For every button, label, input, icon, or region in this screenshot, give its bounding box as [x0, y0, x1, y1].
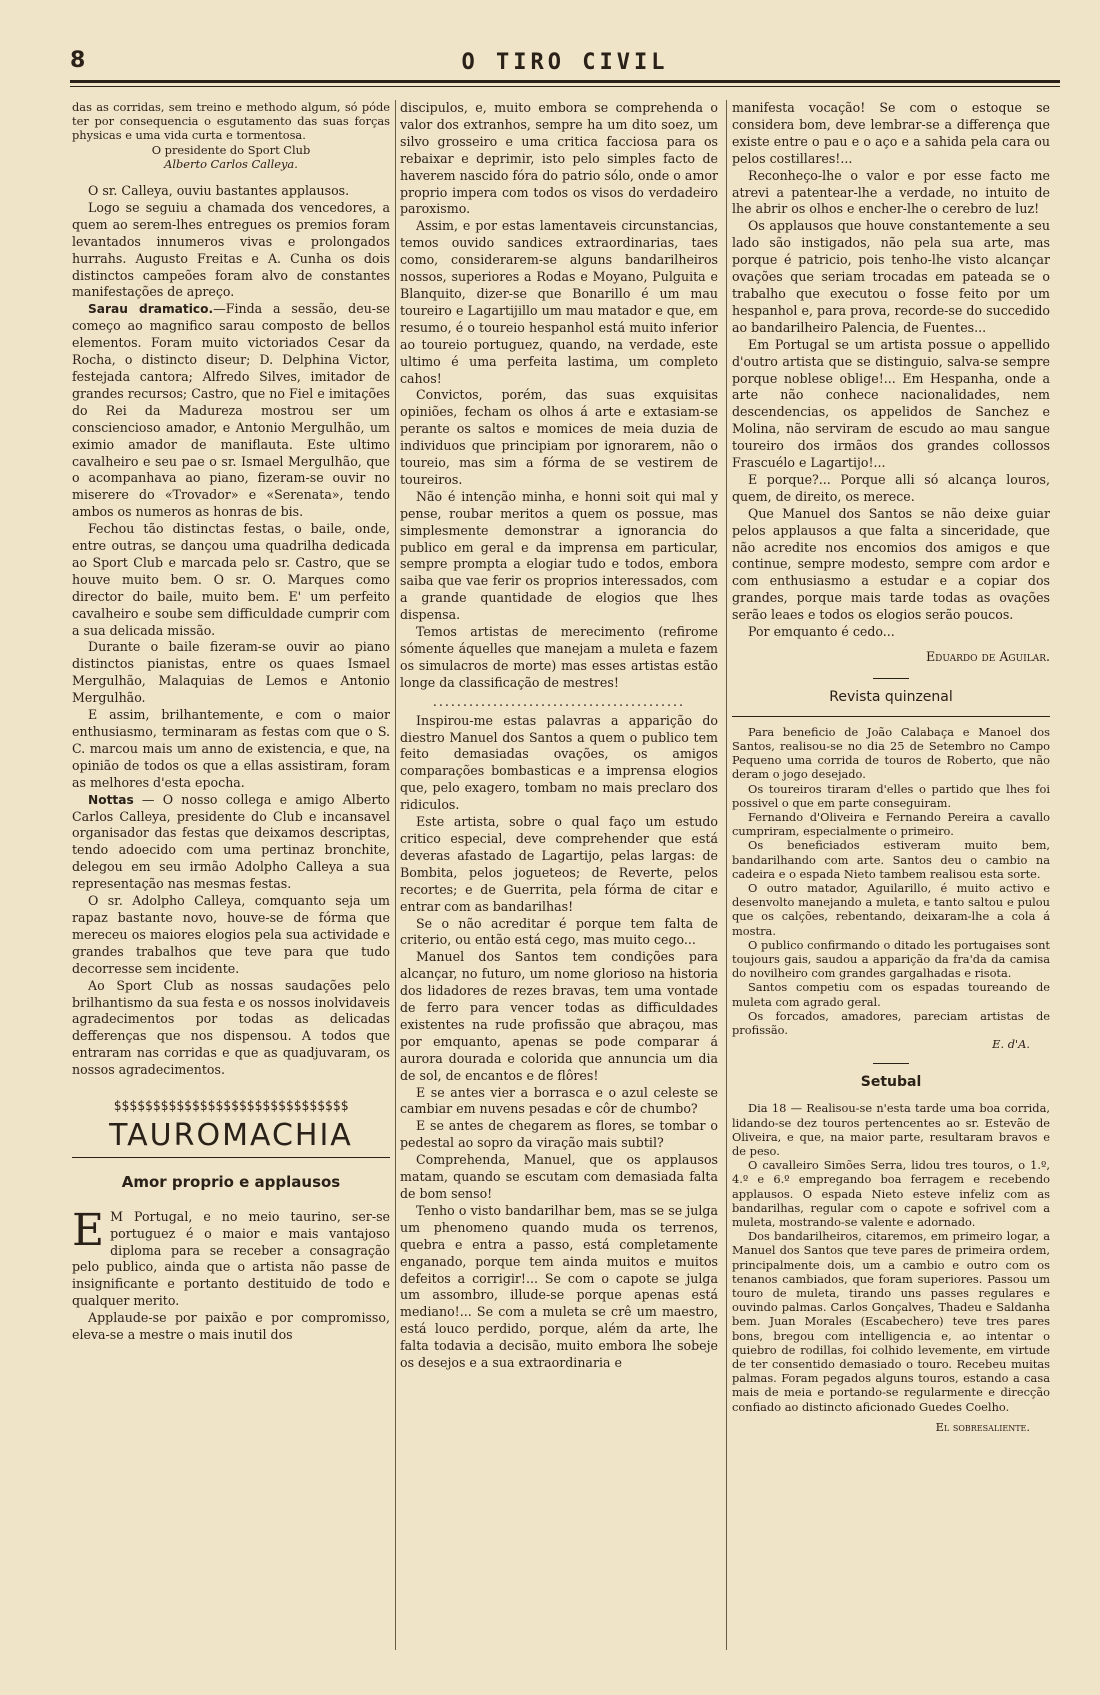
paragraph: E assim, brilhantemente, e com o maior enthusiasmo, terminaram as festas com que o S. C. marcou mais um anno de existencia, e que, na opinião de todos os que a ellas assistiram, foram as melhores d'esta epocha. — [72, 707, 390, 790]
short-rule — [873, 1063, 909, 1064]
paragraph: Reconheço-lhe o valor e por esse facto me atrevi a patentear-lhe a verdade, no intuito de lhe abrir os olhos e encher-lhe o cerebro de luz! — [732, 167, 1050, 217]
short-rule — [873, 678, 909, 679]
author-signature: E. d'A. — [992, 1037, 1030, 1052]
section-heading-setubal: Setubal — [860, 1074, 922, 1091]
article-title: Amor proprio e applausos — [121, 1172, 341, 1191]
paragraph: Temos artistas de merecimento (refirome sómente áquelles que manejam a muleta e fazem os simulacros de morte) mas esses artistas estão longe da classificação de mestres! — [400, 624, 718, 690]
paragraph — [72, 1204, 390, 1310]
column-divider — [726, 100, 727, 1650]
paragraph: discipulos, e, muito embora se comprehenda o valor dos extranhos, sempre ha um dito soez, um silvo grosseiro e uma critica facciosa para os rebaixar e deprimir, isto pelo simples facto de haverem nascido fóra do patrio sólo, onde o amor proprio impera com todos os visos do verdadeiro paroxismo. — [400, 100, 718, 217]
paragraph: Fechou tão distinctas festas, o baile, onde, entre outras, se dançou uma quadrilha dedicada ao Sport Club e marcada pelo sr. Castro, que se houve muito bem. O sr. O. Marques como director do baile, muito bem. E' um perfeito cavalheiro e soube sem difficuldade cumprir com a sua delicada missão. — [72, 521, 390, 638]
signature-line: O presidente do Sport Club — [151, 142, 311, 157]
paragraph: E se antes de chegarem as flores, se tombar o pedestal ao sopro da viração mais subtil? — [400, 1118, 718, 1151]
paragraph: Que Manuel dos Santos se não deixe guiar pelos applausos a que falta a sinceridade, que não acredite nos encomios dos amigos e que continue, sempre modesto, sempre com ardor e com enthusiasmo a estudar e a copiar dos grandes, porque mais tarde todas as ovações serão leaes e todos os elogios serão poucos. — [732, 505, 1050, 623]
paragraph — [72, 301, 390, 521]
paragraph: O cavalleiro Simões Serra, lidou tres touros, o 1.º, 4.º e 6.º empregando boa ferragem e recebendo applausos. O espada Nieto esteve infeliz com as bandarilhas, regular com o capote e sofrivel com a muleta, mostrando-se valente e adornado. — [732, 1158, 1050, 1230]
page-number: 8 — [70, 48, 86, 73]
paragraph: Este artista, sobre o qual faço um estudo critico especial, deve comprehender que está deveras afastado de Lagartijo, pelas largas: de Bombita, pelos jogueteos; de Reverte, pelos recortes; e de Guerrita, pela fórma de citar e entrar com as bandarilhas! — [400, 814, 718, 914]
paragraph: Os toureiros tiraram d'elles o partido que lhes foi possivel o que em parte conseguiram. — [732, 781, 1050, 810]
paragraph: O sr. Calleya, ouviu bastantes applausos. — [88, 183, 350, 199]
paragraph: Logo se seguiu a chamada dos vencedores, a quem ao serem-lhes entregues os premios foram levantados innumeros vivas e prolongados hurrahs. Augusto Freitas e A. Cunha os dois distinctos campeões foram alvo de constantes manifestações de apreço. — [72, 199, 390, 300]
section-rule — [732, 716, 1050, 717]
paragraph-text: M Portugal, e no meio taurino, ser-se portuguez é o maior e mais vantajoso diploma para se receber a consagração pelo publico, ainda que o artista não passe de insignificante e portanto destituido de todo e qualquer merito. — [72, 1208, 390, 1309]
section-rule — [72, 1157, 390, 1158]
author-signature: El sobresaliente. — [935, 1419, 1030, 1434]
paragraph: Dia 18 — Realisou-se n'esta tarde uma boa corrida, lidando-se dez touros pertencentes ao sr. Estevão de Oliveira, e que, na maior parte, resultaram bravos e de peso. — [732, 1101, 1050, 1158]
paragraph: manifesta vocação! Se com o estoque se considera bom, deve lembrar-se a differença que existe entre o pau e o aço e a sahida pela cara ou pelos costillares!... — [732, 100, 1050, 166]
paragraph: Tenho o visto bandarilhar bem, mas se se julga um phenomeno quando muda os terrenos, quebra e entra a passo, está completamente enganado, porque tem ainda muitos e muitos defeitos a corrigir!... Se com o capote se julga um assombro, illude-se porque apenas está mediano!... Se com a muleta se crê um maestro, está louco perdido, porque, além da arte, lhe falta todavia a decisão, muito embora lhe sobeje os desejos e a sua extraordinaria e — [400, 1202, 718, 1371]
paragraph: Convictos, porém, das suas exquisitas opiniões, fecham os olhos á arte e extasiam-se perante os saltos e momices de meia duzia de individuos que principiam por ignorarem, não o toureio, mas sim a fórma de se vestirem de toureiros. — [400, 387, 718, 487]
paragraph-text: —Finda a sessão, deu-se começo ao magnifico sarau composto de bellos elementos. Foram muito victoriados Cesar da Rocha, o distincto diseur; D. Delphina Victor, festejada cantora; Alfredo Silves, imitador de grandes recursos; Castro, que no Fiel e imitações do Rei da Madureza mostrou ser um consciencioso amador, e Antonio Mergulhão, um eximio amador de maniflauta. Este ultimo cavalheiro e seu pae o sr. Ismael Mergulhão, que o acompanhava ao piano, fizeram-se ouvir no miserere do «Trovador» e «Serenata», tendo ambos os numeros as honras de bis. — [72, 301, 390, 520]
paragraph: Não é intenção minha, e honni soit qui mal y pense, roubar meritos a quem os possue, mas simplesmente demonstrar a ignorancia do publico em geral e da imprensa em particular, sempre prompta a elogiar tudo e todos, embora saiba que vae ferir os proprios interessados, com a grande quantidade de elogios que lhes dispensa. — [400, 488, 718, 623]
paragraph: Durante o baile fizeram-se ouvir ao piano distinctos pianistas, entre os quaes Ismael Mergulhão, Malaquias de Lemos e Antonio Mergulhão. — [72, 639, 390, 706]
paragraph: Inspirou-me estas palavras a apparição do diestro Manuel dos Santos a quem o publico tem feito demasiadas ovações, os amigos comparações bombasticas e a imprensa elogios que, pelo exagero, tombam no mais preclaro dos ridiculos. — [400, 712, 718, 813]
column-divider — [395, 100, 396, 1650]
paragraph: E porque?... Porque alli só alcança louros, quem, de direito, os merece. — [732, 471, 1050, 504]
section-heading-revista: Revista quinzenal — [829, 688, 953, 705]
newspaper-title: O TIRO CIVIL — [461, 50, 669, 75]
paragraph: Para beneficio de João Calabaça e Manoel dos Santos, realisou-se no dia 25 de Setembro no Campo Pequeno uma corrida de touros de Roberto, que não deram o jogo desejado. — [732, 724, 1050, 782]
ornament-divider: $$$$$$$$$$$$$$$$$$$$$$$$$$$$$$ — [113, 1099, 349, 1115]
paragraph: das as corridas, sem treino e methodo algum, só póde ter por consequencia o esgutamento das suas forças physicas e uma vida curta e tormentosa. — [72, 100, 390, 143]
signature-name: Alberto Carlos Calleya. — [164, 156, 298, 171]
paragraph: O sr. Adolpho Calleya, comquanto seja um rapaz bastante novo, houve-se de fórma que mereceu os maiores elogios pela sua actividade e grandes trabalhos que teve para que tudo decorresse sem incidente. — [72, 893, 390, 976]
column-1 — [72, 100, 390, 1665]
paragraph — [72, 792, 390, 893]
page-header — [70, 44, 1060, 78]
dotted-separator: .......................................... — [432, 693, 686, 709]
paragraph: Por emquanto é cedo... — [748, 624, 895, 640]
paragraph: Applaude-se por paixão e por compromisso, eleva-se a mestre o mais inutil dos — [72, 1310, 390, 1343]
column-3 — [732, 100, 1050, 1665]
paragraph-text: — O nosso collega e amigo Alberto Carlos Calleya, presidente do Club e incansavel organisador das festas que deixamos descriptas, tendo adoecido com uma pertinaz bronchite, delegou em seu irmão Adolpho Calleya a sua representação nas mesmas festas. — [72, 791, 390, 892]
header-rule-thin — [70, 86, 1060, 87]
paragraph: Fernando d'Oliveira e Fernando Pereira a cavallo cumpriram, especialmente o primeiro. — [732, 810, 1050, 839]
paragraph: E se antes vier a borrasca e o azul celeste se cambiar em nuvens pesadas e côr de chumbo? — [400, 1084, 718, 1117]
paragraph: Se o não acreditar é porque tem falta de criterio, ou então está cego, mas muito cego... — [400, 915, 718, 948]
author-signature: Eduardo de Aguilar. — [925, 649, 1050, 664]
paragraph: Ao Sport Club as nossas saudações pelo brilhantismo da sua festa e os nossos inolvidaveis agradecimentos por todas as delicadas defferenças que nos dispensou. A todos que entraram nas corridas e que as quadjuvaram, os nossos agradecimentos. — [72, 977, 390, 1078]
paragraph: Dos bandarilheiros, citaremos, em primeiro logar, a Manuel dos Santos que teve pares de primeira ordem, principalmente dois, um a cambio e outro com os tenanos cambiados, que foram superiores. Passou um touro de muleta, tirando uns passes regulares e ouvindo palmas. Carlos Gonçalves, Thadeu e Saldanha bem. Juan Morales (Escabechero) teve tres pares bons, bregou com intelligencia e, ao intentar o quiebro de rodillas, foi colhido levemente, em virtude de ter consentido demasiado o touro. Recebeu muitas palmas. Foram pegados alguns touros, estando a casa mais de meia e portando-se regularmente e direcção confiado ao distincto aficionado Guedes Coelho. — [732, 1229, 1050, 1414]
paragraph: Em Portugal se um artista possue o appellido d'outro artista que se distinguio, salva-se sempre porque noblese oblige!... Em Hespanha, onde a arte não conhece nacionalidades, nem descendencias, os appelidos de Sanchez e Molina, não serviram de escudo ao mau sangue toureiro dos irmãos dos grandes collossos Frascuélo e Lagartijo!... — [732, 336, 1050, 471]
paragraph: Os forcados, amadores, pareciam artistas de profissão. — [732, 1008, 1050, 1038]
paragraph-lead: Sarau dramatico. — [88, 302, 214, 317]
paragraph: Santos competiu com os espadas toureando de muleta com agrado geral. — [732, 980, 1050, 1009]
section-title: TAUROMACHIA — [109, 1117, 353, 1153]
paragraph: Comprehenda, Manuel, que os applausos matam, quando se escutam com demasiada falta de bom senso! — [400, 1152, 718, 1201]
paragraph: Assim, e por estas lamentaveis circunstancias, temos ouvido sandices extraordinarias, taes como, considerarem-se alguns bandarilheiros nossos, superiores a Rodas e Moyano, Pulguita e Blanquito, dizer-se que Bonarillo é um mau toureiro e Lagartijillo um mau matador e que, em resumo, é o toureio hespanhol está muito inferior ao toureio portuguez, quando, na verdade, este ultimo é uma perfeita lastima, um completo cahos! — [400, 218, 718, 386]
header-rule-thick — [70, 80, 1060, 83]
paragraph: O publico confirmando o ditado les portugaises sont toujours gais, saudou a apparição da fra'da da camisa do novilheiro com grandes gargalhadas e risota. — [732, 937, 1050, 981]
paragraph: Os applausos que houve constantemente a seu lado são instigados, não pela sua arte, mas porque é patricio, pois tenho-lhe visto alcançar ovações que seriam trocadas em pateada se o trabalho que executou o fosse feito por um hespanhol e, para prova, recorde-se do succedido ao bandarilheiro Palencia, de Fuentes... — [732, 218, 1050, 335]
column-2 — [400, 100, 718, 1665]
paragraph: O outro matador, Aguilarillo, é muito activo e desenvolto manejando a muleta, e tanto saltou e pulou que os calções, rebentando, deixaram-lhe a cola á mostra. — [732, 881, 1050, 938]
paragraph: Os beneficiados estiveram muito bem, bandarilhando com arte. Santos deu o cambio na cadeira e o espada Nieto tambem realisou esta sorte. — [732, 838, 1050, 881]
paragraph-lead: Nottas — [88, 792, 134, 807]
drop-cap: E — [72, 1204, 105, 1256]
paragraph: Manuel dos Santos tem condições para alcançar, no futuro, um nome glorioso na historia dos lidadores de rezes bravas, tem uma vontade de ferro para vencer todas as difficuldades existentes na rude profissão que abraçou, mas por emquanto, apenas se pode comparar á aurora dourada e colorida que annuncia um dia de sol, de encantos e de flôres! — [400, 949, 718, 1083]
